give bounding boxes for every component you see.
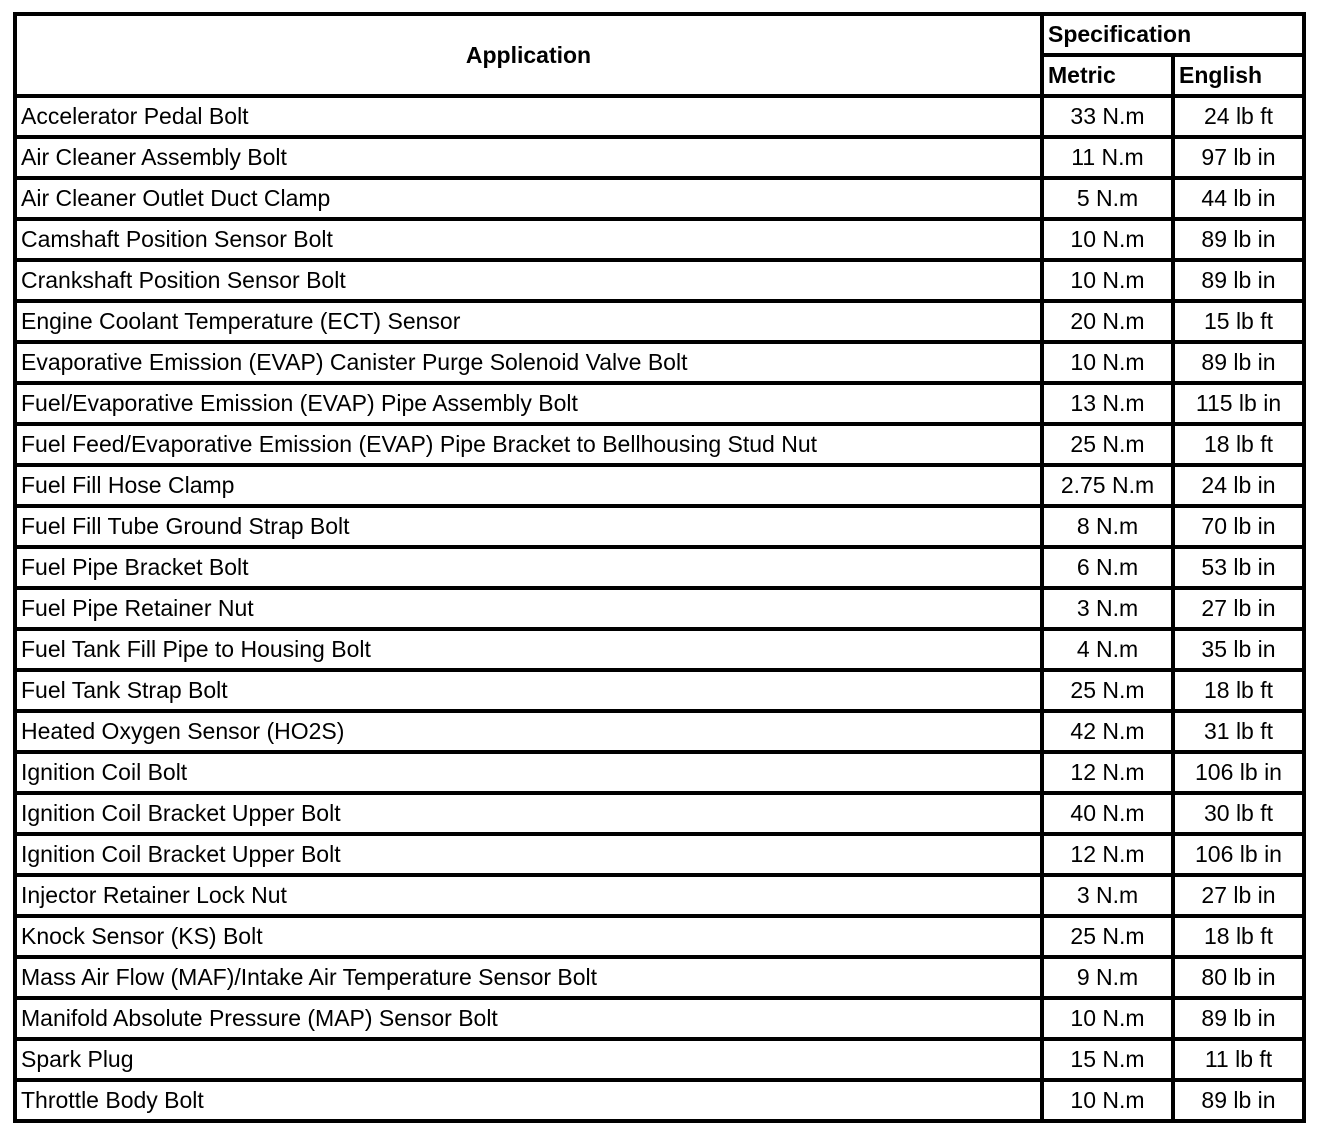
application-cell: Crankshaft Position Sensor Bolt — [15, 260, 1042, 301]
english-cell: 89 lb in — [1173, 260, 1304, 301]
table-row — [15, 793, 1304, 834]
metric-header: Metric — [1042, 55, 1173, 96]
english-cell: 24 lb in — [1173, 465, 1304, 506]
application-cell: Spark Plug — [15, 1039, 1042, 1080]
table-row — [15, 752, 1304, 793]
application-cell: Ignition Coil Bolt — [15, 752, 1042, 793]
application-cell: Mass Air Flow (MAF)/Intake Air Temperature Sensor Bolt — [15, 957, 1042, 998]
application-cell: Fuel Pipe Bracket Bolt — [15, 547, 1042, 588]
table-row — [15, 547, 1304, 588]
metric-cell: 12 N.m — [1042, 834, 1173, 875]
application-cell: Manifold Absolute Pressure (MAP) Sensor Bolt — [15, 998, 1042, 1039]
application-cell: Fuel Tank Strap Bolt — [15, 670, 1042, 711]
metric-cell: 20 N.m — [1042, 301, 1173, 342]
table-row — [15, 424, 1304, 465]
metric-cell: 8 N.m — [1042, 506, 1173, 547]
application-cell: Camshaft Position Sensor Bolt — [15, 219, 1042, 260]
table-row — [15, 219, 1304, 260]
application-cell: Engine Coolant Temperature (ECT) Sensor — [15, 301, 1042, 342]
table-row — [15, 588, 1304, 629]
table-row — [15, 1039, 1304, 1080]
table-row — [15, 629, 1304, 670]
metric-cell: 10 N.m — [1042, 342, 1173, 383]
english-cell: 70 lb in — [1173, 506, 1304, 547]
english-cell: 89 lb in — [1173, 1080, 1304, 1121]
table-row — [15, 260, 1304, 301]
english-cell: 106 lb in — [1173, 834, 1304, 875]
application-cell: Fuel Fill Tube Ground Strap Bolt — [15, 506, 1042, 547]
english-cell: 18 lb ft — [1173, 670, 1304, 711]
table-body — [15, 96, 1304, 1121]
application-cell: Knock Sensor (KS) Bolt — [15, 916, 1042, 957]
application-cell: Ignition Coil Bracket Upper Bolt — [15, 834, 1042, 875]
application-cell: Throttle Body Bolt — [15, 1080, 1042, 1121]
metric-cell: 33 N.m — [1042, 96, 1173, 137]
metric-cell: 25 N.m — [1042, 670, 1173, 711]
table-row — [15, 834, 1304, 875]
table-row — [15, 957, 1304, 998]
metric-cell: 11 N.m — [1042, 137, 1173, 178]
english-cell: 15 lb ft — [1173, 301, 1304, 342]
table-row — [15, 342, 1304, 383]
english-cell: 24 lb ft — [1173, 96, 1304, 137]
table-row — [15, 506, 1304, 547]
table-row — [15, 96, 1304, 137]
metric-cell: 12 N.m — [1042, 752, 1173, 793]
english-cell: 30 lb ft — [1173, 793, 1304, 834]
metric-cell: 25 N.m — [1042, 916, 1173, 957]
specification-header: Specification — [1042, 14, 1304, 55]
english-cell: 35 lb in — [1173, 629, 1304, 670]
english-cell: 18 lb ft — [1173, 916, 1304, 957]
application-cell: Fuel/Evaporative Emission (EVAP) Pipe Assembly Bolt — [15, 383, 1042, 424]
table-row — [15, 465, 1304, 506]
english-cell: 27 lb in — [1173, 588, 1304, 629]
metric-cell: 9 N.m — [1042, 957, 1173, 998]
table-row — [15, 670, 1304, 711]
application-cell: Fuel Tank Fill Pipe to Housing Bolt — [15, 629, 1042, 670]
application-cell: Accelerator Pedal Bolt — [15, 96, 1042, 137]
english-cell: 106 lb in — [1173, 752, 1304, 793]
metric-cell: 4 N.m — [1042, 629, 1173, 670]
english-cell: 11 lb ft — [1173, 1039, 1304, 1080]
english-cell: 31 lb ft — [1173, 711, 1304, 752]
metric-cell: 3 N.m — [1042, 588, 1173, 629]
table-row — [15, 301, 1304, 342]
english-cell: 27 lb in — [1173, 875, 1304, 916]
english-cell: 44 lb in — [1173, 178, 1304, 219]
english-cell: 97 lb in — [1173, 137, 1304, 178]
metric-cell: 42 N.m — [1042, 711, 1173, 752]
application-cell: Ignition Coil Bracket Upper Bolt — [15, 793, 1042, 834]
application-cell: Air Cleaner Assembly Bolt — [15, 137, 1042, 178]
metric-cell: 25 N.m — [1042, 424, 1173, 465]
english-header: English — [1173, 55, 1304, 96]
table-row — [15, 383, 1304, 424]
metric-cell: 40 N.m — [1042, 793, 1173, 834]
english-cell: 18 lb ft — [1173, 424, 1304, 465]
application-cell: Fuel Fill Hose Clamp — [15, 465, 1042, 506]
application-header: Application — [15, 14, 1042, 96]
table-row — [15, 998, 1304, 1039]
metric-cell: 13 N.m — [1042, 383, 1173, 424]
table-row — [15, 916, 1304, 957]
table-row — [15, 137, 1304, 178]
table-row — [15, 178, 1304, 219]
application-cell: Evaporative Emission (EVAP) Canister Purge Solenoid Valve Bolt — [15, 342, 1042, 383]
table-header — [15, 14, 1304, 96]
torque-spec-table — [13, 12, 1306, 1123]
table-row — [15, 1080, 1304, 1121]
metric-cell: 5 N.m — [1042, 178, 1173, 219]
metric-cell: 10 N.m — [1042, 219, 1173, 260]
english-cell: 80 lb in — [1173, 957, 1304, 998]
application-cell: Fuel Pipe Retainer Nut — [15, 588, 1042, 629]
metric-cell: 10 N.m — [1042, 1080, 1173, 1121]
metric-cell: 15 N.m — [1042, 1039, 1173, 1080]
application-cell: Fuel Feed/Evaporative Emission (EVAP) Pipe Bracket to Bellhousing Stud Nut — [15, 424, 1042, 465]
english-cell: 53 lb in — [1173, 547, 1304, 588]
table-row — [15, 875, 1304, 916]
english-cell: 89 lb in — [1173, 998, 1304, 1039]
application-cell: Heated Oxygen Sensor (HO2S) — [15, 711, 1042, 752]
application-cell: Air Cleaner Outlet Duct Clamp — [15, 178, 1042, 219]
english-cell: 89 lb in — [1173, 342, 1304, 383]
metric-cell: 10 N.m — [1042, 260, 1173, 301]
metric-cell: 2.75 N.m — [1042, 465, 1173, 506]
application-cell: Injector Retainer Lock Nut — [15, 875, 1042, 916]
metric-cell: 3 N.m — [1042, 875, 1173, 916]
english-cell: 89 lb in — [1173, 219, 1304, 260]
metric-cell: 10 N.m — [1042, 998, 1173, 1039]
table-row — [15, 711, 1304, 752]
metric-cell: 6 N.m — [1042, 547, 1173, 588]
english-cell: 115 lb in — [1173, 383, 1304, 424]
